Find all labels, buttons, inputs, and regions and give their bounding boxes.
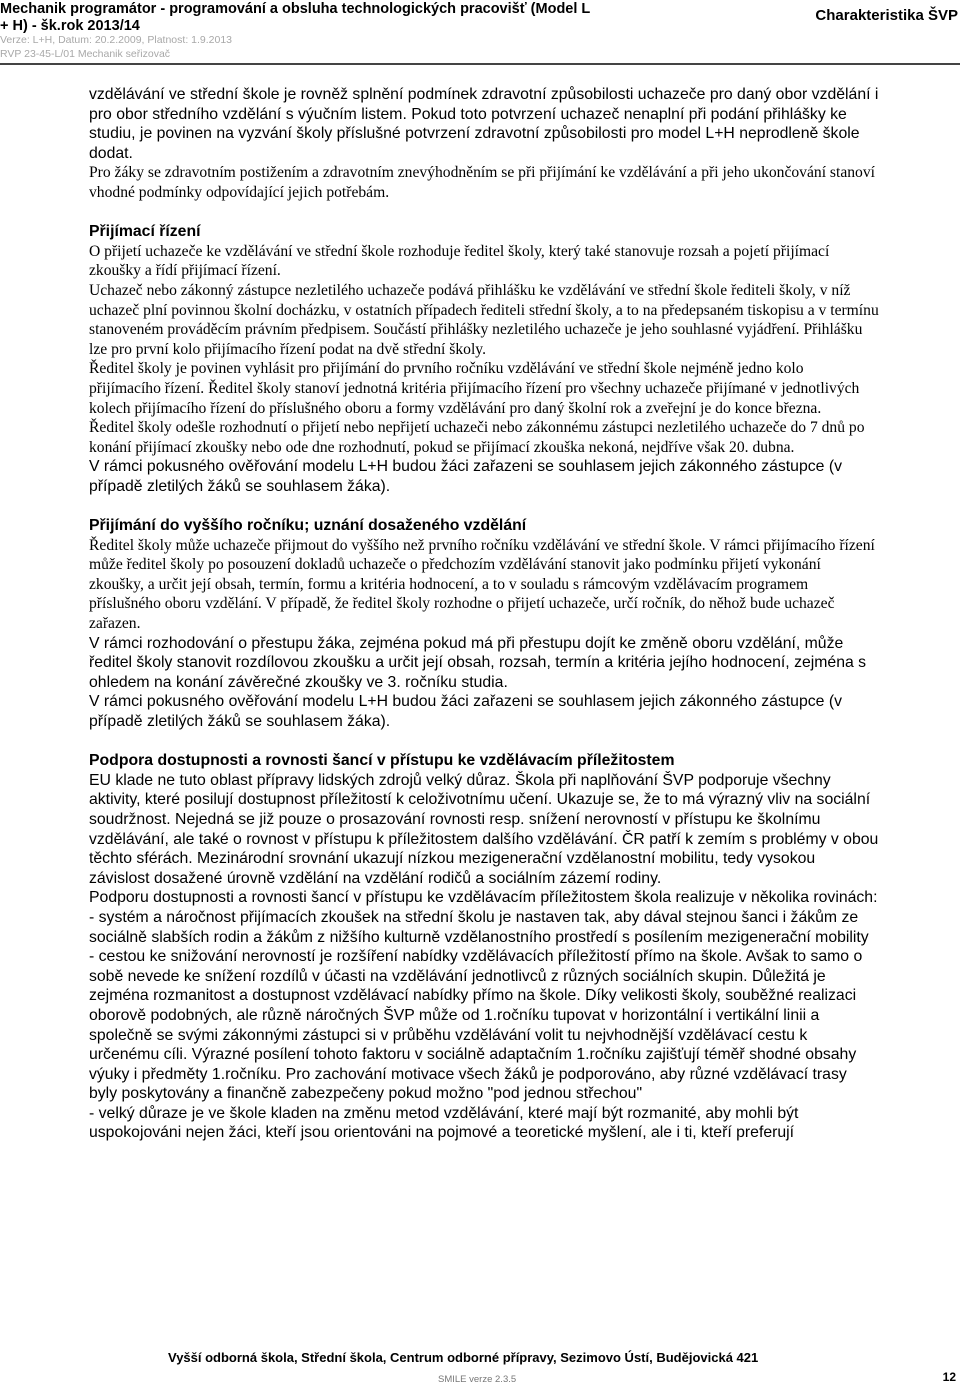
- heading-admission: Přijímací řízení: [89, 223, 201, 241]
- paragraph-higher-year-admission: Ředitel školy může uchazeče přijmout do vyššího než prvního ročníku vzdělávání ve střední škole. V rámci přijímacího řízení může ředitel školy po posouzení dokladů uchazeče o předchozím vzdělávání stanovit jako podmínku přijetí vykonání zkoušky, a určit její obsah, termín, formu a kritéria hodnocení, a to v souladu s rámcovým vzdělávacím programem příslušného oboru vzdělání. V případě, že ředitel školy rozhodne o přijetí uchazeče, určí ročník, do něhož bude uchazeč zařazen.: [89, 536, 875, 633]
- footer-version: SMILE verze 2.3.5: [438, 1374, 517, 1384]
- paragraph-admission-decision: O přijetí uchazeče ke vzdělávání ve střední škole rozhoduje ředitel školy, který také stanovuje rozsah a pojetí přijímací zkoušky a řídí přijímací řízení.: [89, 242, 830, 280]
- paragraph-transfer: V rámci rozhodování o přestupu žáka, zejména pokud má při přestupu dojít ke změně oboru vzdělání, může ředitel školy stanovit rozdílovou zkoušku a určit její obsah, rozsah, termín a kritéria jejího hodnocení, zejména s ohledem na konání závěrečné zkoušky ve 3. ročníku studia.: [89, 634, 867, 691]
- paragraph-support-intro: Podporu dostupnosti a rovnosti šancí v přístupu ke vzdělávacím příležitostem škola realizuje v několika rovinách:: [89, 889, 878, 907]
- header-title: Mechanik programátor - programování a obsluha technologických pracovišť (Model L + H) - šk.rok 2013/14: [0, 1, 591, 34]
- paragraph-eu: EU klade ne tuto oblast přípravy lidských zdrojů velký důraz. Škola při naplňování ŠVP podporuje všechny aktivity, které posilují dostupnost příležitostí k celoživotnímu učení. Ukazuje se, že to má výrazný vliv na sociální soudržnost. Nejedná se již pouze o prosazování rovnosti resp. snížení nerovností v přístupu ke školnímu vzdělávání, ale také o rovnost v přístupu k příležitostem dalšího vzdělávání. ČR patří k zemím s problémy v obou těchto sférách. Mezinárodní srovnání ukazují nízkou mezigenerační vzdělanostní mobilitu, tedy vysokou závislost dosažené úrovně vzdělání na vzdělání rodičů a sociálním zázemí rodiny.: [89, 771, 879, 887]
- paragraph-health-requirement: vzdělávání ve střední škole je rovněž splnění podmínek zdravotní způsobilosti uchazeče pro daný obor vzdělání i pro obor středního vzdělání s výučním listem. Pokud toto potvrzení uchazeč nenaplní při podání přihlášky ke studiu, je povinen na vyzvání školy příslušné potvrzení zdravotní způsobilosti pro model L+H neprodleně škole dodat.: [89, 86, 879, 162]
- header-rvp: RVP 23-45-L/01 Mechanik seřizovač: [0, 48, 171, 60]
- heading-higher-year: Přijímání do vyššího ročníku; uznání dosaženého vzdělání: [89, 517, 527, 535]
- header-section: Charakteristika ŠVP: [815, 7, 958, 24]
- footer-school: Vyšší odborná škola, Střední škola, Centrum odborné přípravy, Sezimovo Ústí, Budějovická 421: [168, 1350, 759, 1365]
- list-item-offer: - cestou ke snižování nerovností je rozšíření nabídky vzdělávacích příležitostí přímo na škole. Avšak to samo o sobě nevede ke snížení rozdílů v účasti na vzdělávání jednotlivců z různých sociálních skupin. Důležitá je zejména rozmanitost a dostupnost vzdělávací nabídky přímo na škole. Díky velikosti školy, souběžné realizaci oborově podobných, ale různě náročných ŠVP může od 1.ročníku tupovat v horizontální i vertikální linii a společně se svými zákonnými zástupci si v průběhu vzdělávání volit tu nejvhodnější vzdělávací cestu k určenému cíli. Výrazné posílení tohoto faktoru v sociálně adaptačním 1.ročníku zajišťují téměř shodné obsahy výuky i předměty 1.ročníku. Pro zachování motivace všech žáků je podporováno, aby různé vzdělávací trasy byly poskytovány a finančně zabezpečeny pokud možno "pod jednou střechou": [89, 948, 863, 1103]
- list-item-methods: - velký důraze je ve škole kladen na změnu metod vzdělávání, které mají být rozmanité, aby mohli být uspokojováni nejen žáci, kteří jsou orientováni na pojmové a teoretické myšlení, ale i ti, kteří preferují: [89, 1104, 799, 1142]
- paragraph-application: Uchazeč nebo zákonný zástupce nezletilého uchazeče podává přihlášku ke vzdělávání ve střední škole řediteli školy, v níž uchazeč plní povinnou školní docházku, v ostatních případech řediteli střední školy, a to na předepsaném tiskopisu a v termínu stanoveném prováděcím právním předpisem. Součástí přihlášky nezletilého uchazeče je jeho souhlasné vyjádření. Přihlášku lze pro první kolo přijímacího řízení podat na dvě střední školy.: [89, 281, 879, 358]
- list-item-exams: - systém a náročnost přijímacích zkoušek na střední školu je nastaven tak, aby dával stejnou šanci i žákům ze sociálně slabších rodin a žákům z nižšího kulturně vzdělanostního prostředí s posílením mezigenerační mobility: [89, 908, 869, 946]
- page-header: [0, 0, 960, 60]
- header-version: Verze: L+H, Datum: 20.2.2009, Platnost: 1.9.2013: [0, 34, 233, 46]
- paragraph-admission-result: Ředitel školy odešle rozhodnutí o přijetí nebo nepřijetí uchazeči nebo zákonnému zástupci nezletilého uchazeče do 7 dnů po konání přijímací zkoušky nebo ode dne rozhodnutí, pokud se přijímací zkouška nekoná, nejdříve však 20. dubna.: [89, 419, 865, 456]
- page-footer: [0, 1346, 960, 1384]
- paragraph-disabled-students: Pro žáky se zdravotním postižením a zdravotním znevýhodněním se při přijímání ke vzdělávání a při jeho ukončování stanoví vhodné podmínky odpovídající jejich potřebám.: [89, 164, 875, 201]
- paragraph-pilot-model-2: V rámci pokusného ověřování modelu L+H budou žáci zařazeni se souhlasem jejich zákonného zástupce (v případě zletilých žáků se souhlasem žáka).: [89, 693, 842, 730]
- header-divider: [0, 63, 960, 65]
- paragraph-admission-rounds: Ředitel školy je povinen vyhlásit pro přijímání do prvního ročníku vzdělávání ve střední škole nejméně jedno kolo přijímacího řízení. Ředitel školy stanoví jednotná kritéria přijímacího řízení pro všechny uchazeče přijímané v jednotlivých kolech přijímacího řízení do příslušného oboru a formy vzdělávání pro daný školní rok a zveřejní je do konce března.: [89, 360, 860, 417]
- page-number: 12: [942, 1370, 956, 1384]
- main-content: [89, 85, 879, 1143]
- heading-equal-access: Podpora dostupnosti a rovnosti šancí v přístupu ke vzdělávacím příležitostem: [89, 752, 675, 770]
- paragraph-pilot-model-1: V rámci pokusného ověřování modelu L+H budou žáci zařazeni se souhlasem jejich zákonného zástupce (v případě zletilých žáků se souhlasem žáka).: [89, 458, 842, 495]
